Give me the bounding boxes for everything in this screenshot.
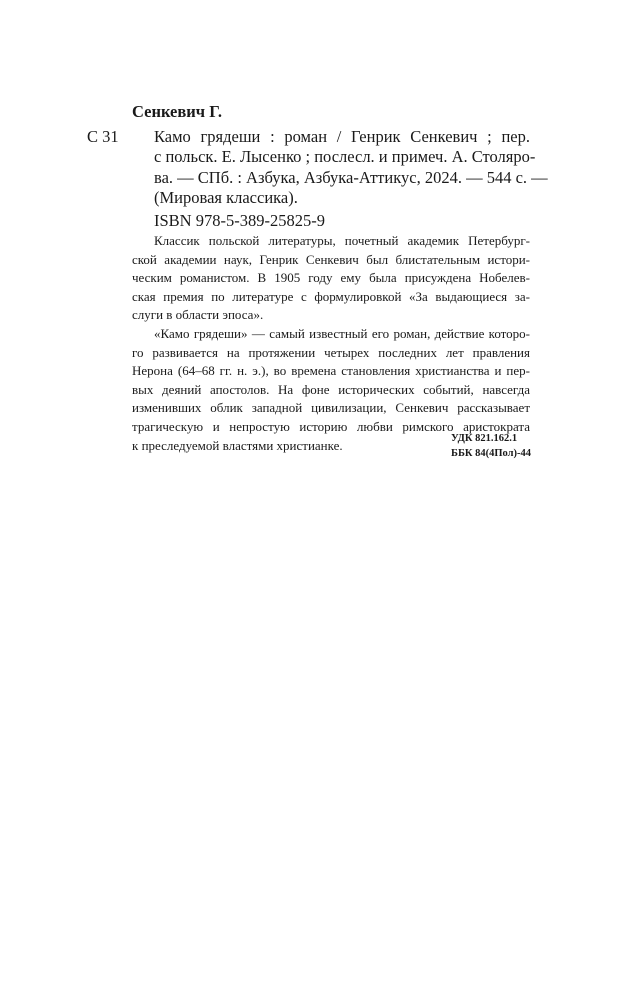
shelf-code: С 31 bbox=[87, 127, 119, 146]
entry-line: Камо грядеши : роман / Генрик Сенкевич ; пер. bbox=[154, 127, 530, 146]
annotation-line: вых деяний апостолов. На фоне исторических событий, навсегда bbox=[132, 381, 530, 397]
annotation-line: ческим романистом. В 1905 году ему была присуждена Нобелев- bbox=[132, 270, 530, 286]
entry-line: с польск. Е. Лысенко ; послесл. и примеч. А. Столяро- bbox=[154, 147, 536, 167]
annotation-line: ской академии наук, Генрик Сенкевич был блистательным истори- bbox=[132, 251, 530, 267]
classification-codes bbox=[451, 431, 531, 461]
entry-line: (Мировая классика). bbox=[154, 187, 298, 207]
isbn: ISBN 978-5-389-25825-9 bbox=[154, 211, 325, 230]
annotation-paragraph bbox=[132, 232, 530, 325]
annotation-line: слуги в области эпоса». bbox=[132, 307, 264, 323]
annotation-line: ская премия по литературе с формулировкой «За выдающиеся за- bbox=[132, 288, 530, 304]
udk-code: УДК 821.162.1 bbox=[451, 433, 518, 444]
author-heading: Сенкевич Г. bbox=[132, 102, 222, 121]
annotation-line: го развивается на протяжении четырех последних лет правления bbox=[132, 344, 530, 360]
entry-line: ва. — СПб. : Азбука, Азбука-Аттикус, 2024. — 544 с. — bbox=[154, 167, 548, 187]
annotation-line: к преследуемой властями христианке. bbox=[132, 437, 343, 453]
annotation-line: трагическую и непростую историю любви римского аристократа bbox=[132, 418, 530, 434]
bibliographic-entry bbox=[154, 127, 548, 208]
bbk-code: ББК 84(4Пол)-44 bbox=[451, 448, 532, 459]
annotation bbox=[132, 232, 530, 455]
annotation-line: Классик польской литературы, почетный академик Петербург- bbox=[154, 233, 530, 248]
annotation-line: изменивших облик западной цивилизации, Сенкевич рассказывает bbox=[132, 400, 530, 416]
annotation-line: «Камо грядеши» — самый известный его роман, действие которо- bbox=[154, 325, 530, 341]
annotation-line: Нерона (64–68 гг. н. э.), во времена становления христианства и пер- bbox=[132, 363, 530, 379]
